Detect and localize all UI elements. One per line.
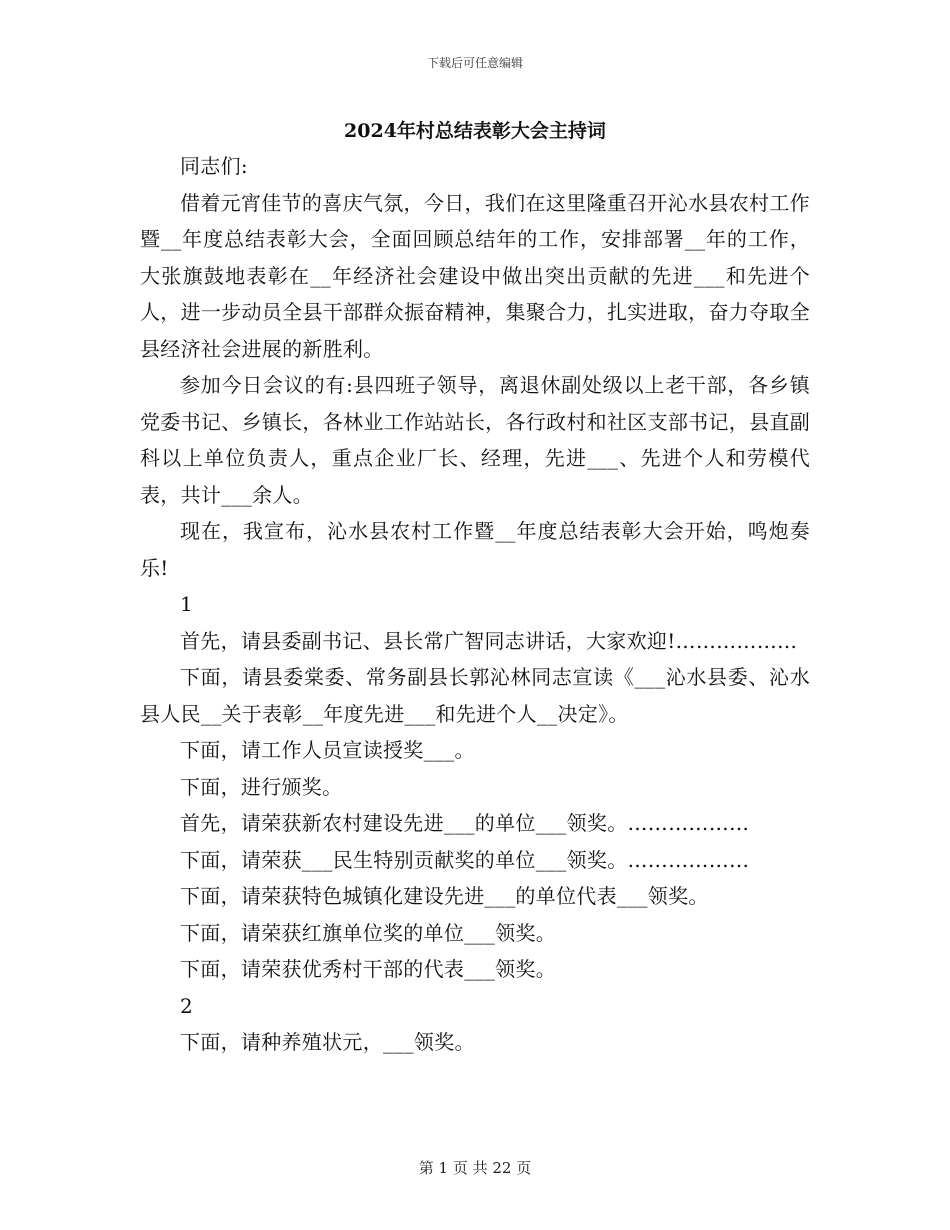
paragraph-award-list: 下面，请工作人员宣读授奖___。 [180,738,475,762]
paragraph-speech: 首先，请县委副书记、县长常广智同志讲话，大家欢迎!……………… [180,628,798,653]
paragraph-opening: 借着元宵佳节的喜庆气氛，今日，我们在这里隆重召开沁水县农村工作暨__年度总结表彰大会，全面回顾总结年的工作，安排部署__年的工作，大张旗鼓地表彰在__年经济社会建设中做出突出贡献的先进___和先进个人，进一步动员全县干部群众振奋精神，集聚合力，扎实进取，奋力夺取全县经济社会进展的新胜利。 [140,190,810,361]
paragraph-award-start: 下面，进行颁奖。 [180,774,343,799]
paragraph-reading: 下面，请县委棠委、常务副县长郭沁林同志宣读《___沁水县委、沁水县人民__关于表彰__年度先进___和先进个人__决定》。 [140,665,810,726]
paragraph-award-2: 下面，请荣获___民生特别贡献奖的单位___领奖。……………… [180,847,750,872]
header-note: 下载后可任意编辑 [426,56,523,70]
section-number-2: 2 [180,993,194,1018]
document-body [140,148,810,1061]
greeting: 同志们: [180,154,248,178]
paragraph-award-4: 下面，请荣获红旗单位奖的单位___领奖。 [180,920,556,945]
paragraph-award-5: 下面，请荣获优秀村干部的代表___领奖。 [180,957,556,981]
paragraph-announcement: 现在，我宣布，沁水县农村工作暨__年度总结表彰大会开始，鸣炮奏乐! [140,519,810,580]
paragraph-award-1: 首先，请荣获新农村建设先进___的单位___领奖。……………… [180,811,750,835]
document-title: 2024年村总结表彰大会主持词 [344,120,606,142]
page-footer: 第 1 页 共 22 页 [418,1159,532,1177]
paragraph-attendees: 参加今日会议的有:县四班子领导，离退休副处级以上老干部，各乡镇党委书记、乡镇长，各林业工作站站长，各行政村和社区支部书记，县直副科以上单位负责人，重点企业厂长、经理，先进___、先进个人和劳模代表，共计___余人。 [140,373,810,507]
paragraph-award-6: 下面，请种养殖状元，___领奖。 [180,1030,475,1054]
paragraph-award-3: 下面，请荣获特色城镇化建设先进___的单位代表___领奖。 [180,884,709,908]
section-number-1: 1 [180,592,194,616]
